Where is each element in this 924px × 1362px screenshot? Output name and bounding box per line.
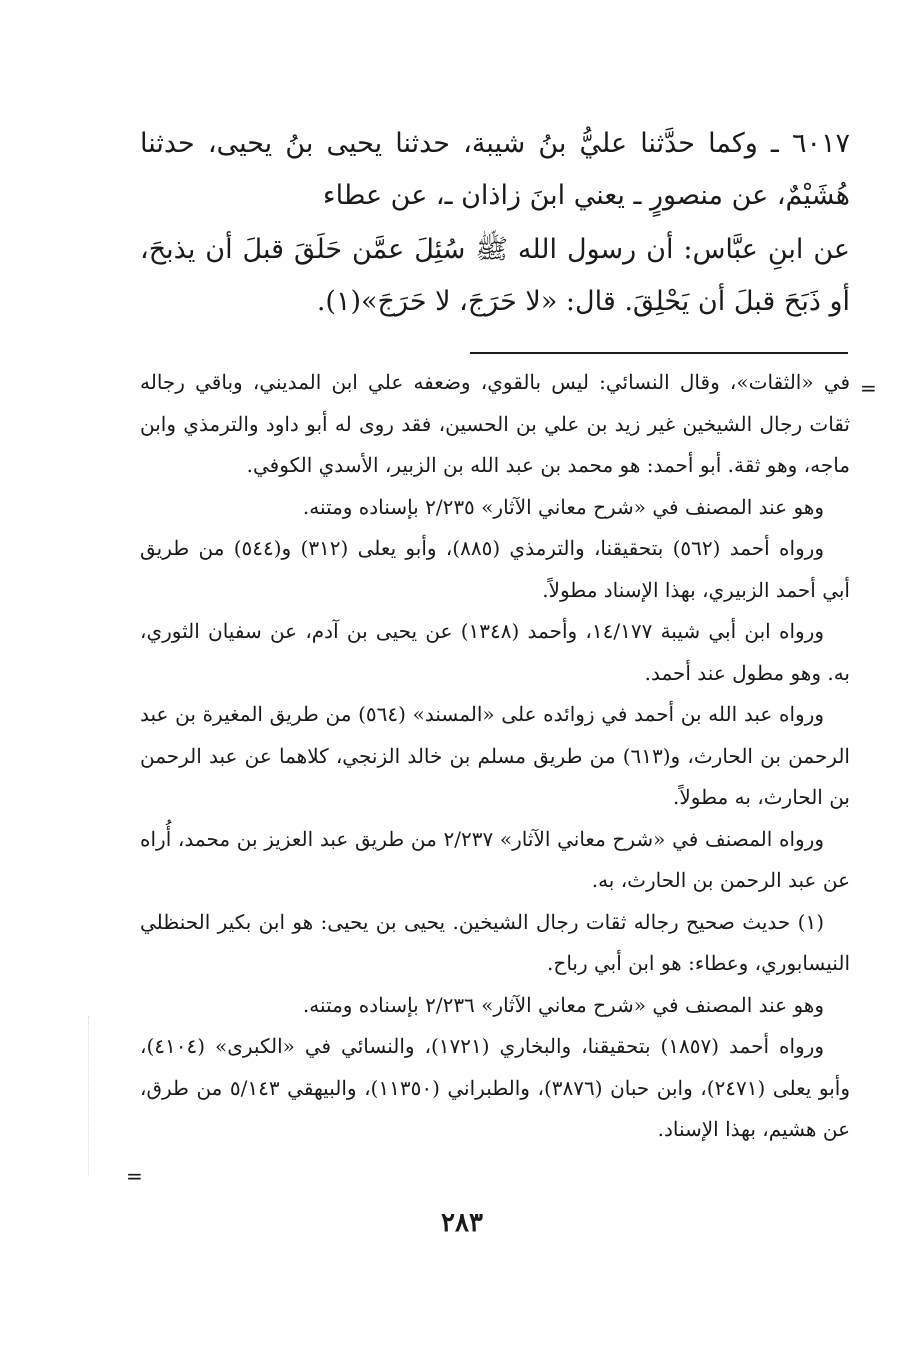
- footnote-paragraph: ورواه عبد الله بن أحمد في زوائده على «المسند» (٥٦٤) من طريق المغيرة بن عبد الرحمن بن الحارث، و(٦١٣) من طريق مسلم بن خالد الزنجي، كلاهما عن عبد الرحمن بن الحارث، به مطولاً.: [140, 702, 850, 809]
- footnote-paragraph: وهو عند المصنف في «شرح معاني الآثار» ٢/٢٣٦ بإسناده ومتنه.: [302, 992, 824, 1017]
- footnote-paragraph: ورواه أحمد (٥٦٢) بتحقيقنا، والترمذي (٨٨٥)، وأبو يعلى (٣١٢) و(٥٤٤) من طريق أبي أحمد الزبيري، بهذا الإسناد مطولاً.: [140, 536, 850, 602]
- footnote-paragraph: ورواه أحمد (١٨٥٧) بتحقيقنا، والبخاري (١٧٢١)، والنسائي في «الكبرى» (٤١٠٤)، وأبو يعلى (٢٤٧١)، وابن حبان (٣٨٧٦)، والطبراني (١١٣٥٠)، والبيهقي ٥/١٤٣ من طرق، عن هشيم، بهذا الإسناد.: [140, 1034, 851, 1141]
- footnote-divider: [470, 352, 848, 354]
- footnote-paragraph: في «الثقات»، وقال النسائي: ليس بالقوي، وضعفه علي ابن المديني، وباقي رجاله ثقات رجال الشيخين غير زيد بن علي بن الحسين، فقد روى له أبو داود والترمذي وابن ماجه، وهو ثقة. أبو أحمد: هو محمد بن عبد الله بن الزبير، الأسدي الكوفي.: [140, 370, 850, 477]
- footnote-paragraph: وهو عند المصنف في «شرح معاني الآثار» ٢/٢٣٥ بإسناده ومتنه.: [302, 494, 824, 519]
- margin-scan-line: [88, 1016, 90, 1176]
- footnote-paragraph: ورواه المصنف في «شرح معاني الآثار» ٢/٢٣٧ من طريق عبد العزيز بن محمد، أُراه عن عبد الرحمن بن الحارث، به.: [140, 826, 850, 892]
- hadith-isnad: ٦٠١٧ ـ وكما حدَّثنا عليُّ بنُ شيبة، حدثنا يحيى بنُ يحيى، حدثنا هُشَيْمٌ، عن منصورٍ ـ يعني ابنَ زاذان ـ، عن عطاء: [140, 128, 850, 211]
- footnote-paragraph: (١) حديث صحيح رجاله ثقات رجال الشيخين. يحيى بن يحيى: هو ابن بكير الحنظلي النيسابوري، وعطاء: هو ابن أبي رباح.: [140, 909, 850, 975]
- page-number: ٢٨٣: [441, 1208, 483, 1238]
- hadith-text: [140, 118, 850, 328]
- hadith-matn: عن ابنِ عبَّاس: أن رسول الله ﷺ سُئِلَ عمَّن حَلَقَ قبلَ أن يذبحَ، أو ذَبَحَ قبلَ أن يَحْلِقَ. قال: «لا حَرَجَ، لا حَرَجَ»(١).: [140, 234, 850, 317]
- footnote-paragraph: ورواه ابن أبي شيبة ١٤/١٧٧، وأحمد (١٣٤٨) عن يحيى بن آدم، عن سفيان الثوري، به. وهو مطول عند أحمد.: [140, 619, 850, 685]
- continuation-mark-top: =: [860, 376, 877, 400]
- continuation-mark-bottom: =: [126, 1164, 143, 1188]
- footnotes: [140, 362, 850, 1151]
